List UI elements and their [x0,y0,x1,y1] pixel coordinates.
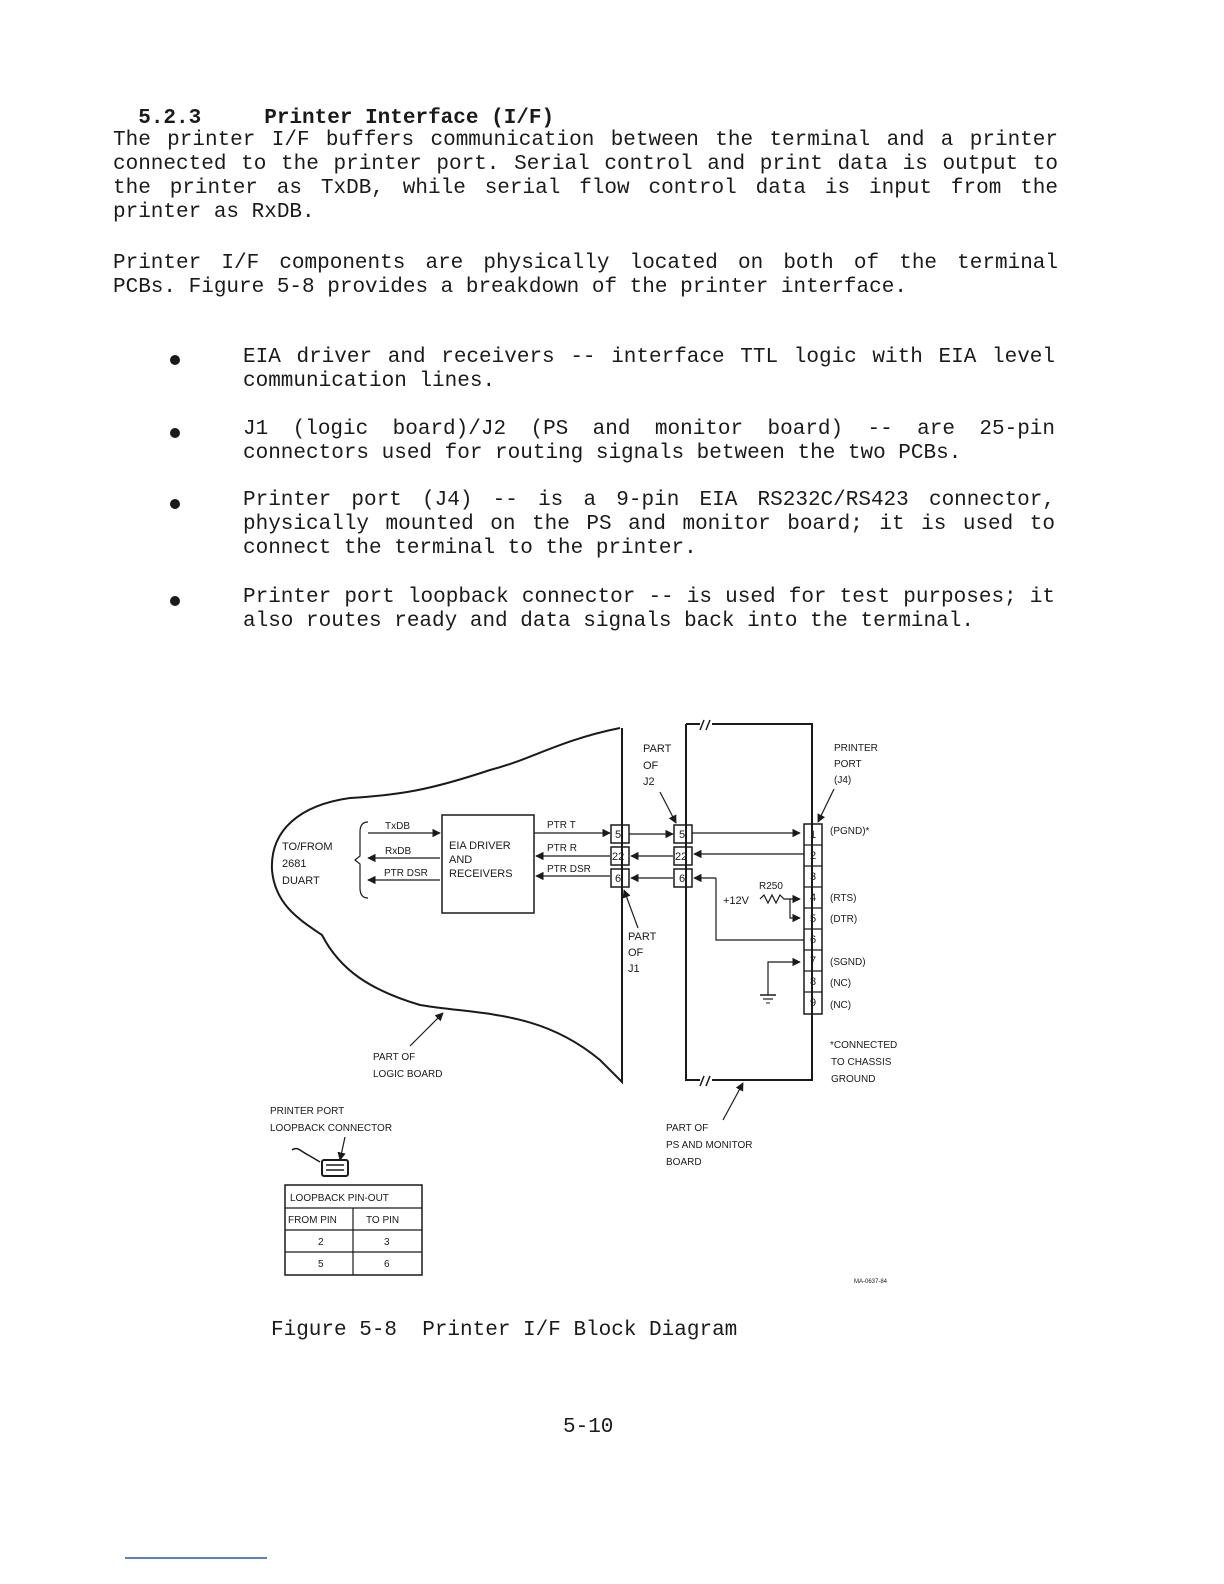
j1-pin: 5 [615,829,622,841]
resistor-label: R250 [759,881,783,892]
bullet-item: EIA driver and receivers -- interface TTL logic with EIA level communication lines. [243,346,1055,393]
part-of-j2-3: J2 [643,776,655,788]
page-number: 5-10 [563,1416,614,1439]
loopback-table-cell: 2 [318,1237,324,1248]
loopback-table-cell: 5 [318,1259,324,1270]
paragraph-2: Printer I/F components are physically located on both of the terminal PCBs. Figure 5-8 provides a breakdown of the printer interface. [113,252,1058,299]
part-of-j1-2: OF [628,947,644,959]
loopback-table-cell: 3 [384,1237,390,1248]
j4-pin-name-1: (PGND)* [830,826,870,837]
j1-pin: 22 [612,851,625,863]
section-number: 5.2.3 [138,107,202,130]
j4-pin-name-8: (NC) [830,978,852,989]
part-of-j2-2: OF [643,760,659,772]
loopback-connector-icon [292,1149,348,1177]
ps-board-label-1: PART OF [666,1123,709,1134]
signal-txdb: TxDB [385,821,410,832]
loopback-table-cell: 6 [384,1259,390,1270]
chassis-note-2: TO CHASSIS [831,1057,892,1068]
footer-line [125,1557,267,1559]
ps-board-outline [686,724,812,1080]
j4-pin: 5 [810,913,817,925]
supply-label: +12V [723,895,749,907]
driver-label-3: RECEIVERS [449,868,513,880]
j4-pin-name-5: (DTR) [830,914,858,925]
j4-pin-name-7: (SGND) [830,957,866,968]
j2-pin: 5 [679,829,686,841]
to-from-label-1: TO/FROM [282,841,333,853]
j4-pin: 9 [810,997,817,1009]
signal-ptr-r: PTR R [547,843,577,854]
bullet-item: J1 (logic board)/J2 (PS and monitor board) -- are 25-pin connectors used for routing signals between the two PCBs. [243,418,1055,465]
signal-ptr-t: PTR T [547,820,576,831]
part-of-j1-3: J1 [628,963,640,975]
j4-pin: 6 [810,934,817,946]
bullet-item: Printer port loopback connector -- is used for test purposes; it also routes ready and data signals back into the terminal. [243,586,1055,633]
j4-pin: 3 [810,871,817,883]
bullet-item: Printer port (J4) -- is a 9-pin EIA RS232C/RS423 connector, physically mounted on the PS and monitor board; it is used to connect the terminal to the printer. [243,489,1055,560]
signal-ptr-dsr-left: PTR DSR [384,868,428,879]
j2-connector [674,825,692,887]
loopback-label-1: PRINTER PORT [270,1106,345,1117]
j4-pin: 1 [810,829,817,841]
to-from-label-2: 2681 [282,858,307,870]
figure-id: MA-0637-84 [854,1279,888,1285]
ps-board-label-3: BOARD [666,1157,702,1168]
j1-connector [611,825,629,887]
loopback-table-header: TO PIN [366,1215,400,1226]
printer-port-label-2: PORT [834,759,862,770]
loopback-table [285,1185,422,1275]
ps-board-label-2: PS AND MONITOR [666,1140,753,1151]
j1-pin: 6 [615,873,622,885]
j4-pin: 7 [810,955,817,967]
figure-caption: Figure 5-8 Printer I/F Block Diagram [271,1319,738,1342]
logic-board-label-1: PART OF [373,1052,416,1063]
j2-pin: 6 [679,873,686,885]
loopback-table-header: FROM PIN [288,1215,337,1226]
chassis-note-3: GROUND [831,1074,876,1085]
logic-board-label-2: LOGIC BOARD [373,1069,443,1080]
signal-ptr-dsr-right: PTR DSR [547,864,591,875]
to-from-label-3: DUART [282,875,320,887]
j4-pin-name-4: (RTS) [830,893,857,904]
part-of-j1-1: PART [628,931,657,943]
section-title: Printer Interface (I/F) [264,107,555,130]
j4-pin: 4 [810,892,817,904]
loopback-label-2: LOOPBACK CONNECTOR [270,1123,393,1134]
signal-rxdb: RxDB [385,846,412,857]
loopback-table-title: LOOPBACK PIN-OUT [290,1193,389,1204]
chassis-note-1: *CONNECTED [830,1040,898,1051]
j4-pin: 2 [810,850,817,862]
driver-label-2: AND [449,854,473,866]
j4-pin: 8 [810,976,817,988]
j2-pin: 22 [675,851,688,863]
paragraph-1: The printer I/F buffers communication between the terminal and a printer connected to the printer port. Serial control and print data is output to the printer as TxDB, while serial flow control data is input from the printer as RxDB. [113,129,1058,224]
j4-connector [804,824,822,1014]
printer-port-label-3: (J4) [834,775,852,786]
logic-board-outline [272,728,625,1082]
driver-label-1: EIA DRIVER [449,840,511,852]
part-of-j2-1: PART [643,743,672,755]
j4-pin-name-9: (NC) [830,1000,852,1011]
printer-port-label-1: PRINTER [834,743,878,754]
